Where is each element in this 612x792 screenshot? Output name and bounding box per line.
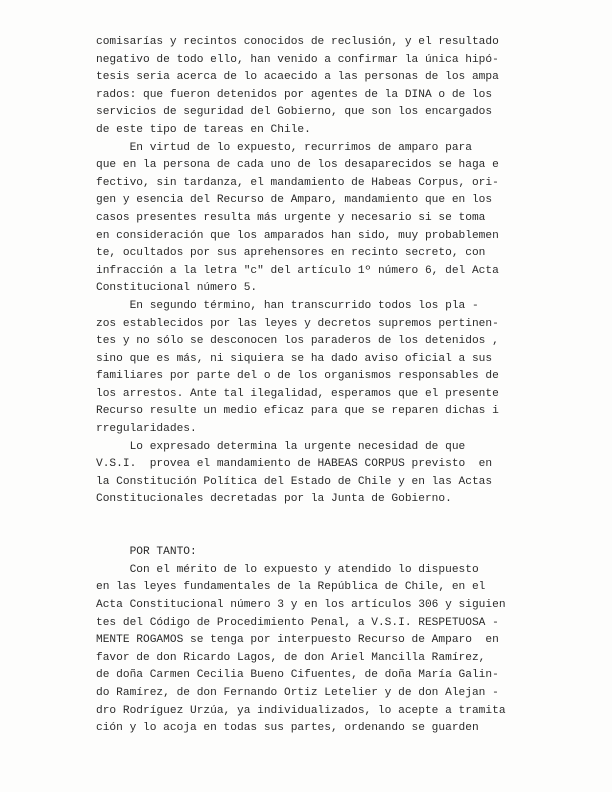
- text-line: tes y no sólo se desconocen los paraderos de los detenidos ,: [96, 335, 499, 348]
- text-line: comisarías y recintos conocidos de reclusión, y el resultado: [96, 36, 499, 48]
- text-line: en consideración que los amparados han sido, muy probablemen: [96, 229, 499, 242]
- paragraph-1: [96, 34, 536, 140]
- section-heading: POR TANTO:: [96, 546, 197, 559]
- paragraph-2: [96, 140, 536, 298]
- text-line: familiares por parte del o de los organismos responsables de: [96, 370, 499, 383]
- text-line: dro Rodríguez Urzúa, ya individualizados, lo acepte a tramita: [96, 704, 506, 717]
- text-line: rregularidades.: [96, 423, 197, 436]
- text-line: sino que es más, ni siquiera se ha dado aviso oficial a sus: [96, 352, 493, 365]
- text-line: tesis seria acerca de lo acaecido a las personas de los ampa: [96, 71, 499, 84]
- text-line: la Constitución Política del Estado de Chile y en las Actas: [96, 475, 493, 488]
- text-line: negativo de todo ello, han venido a confirmar la única hipó-: [96, 53, 499, 66]
- text-line: Constitucionales decretadas por la Junta de Gobierno.: [96, 493, 452, 506]
- text-line: Recurso resulte un medio eficaz para que se reparen dichas i: [96, 405, 499, 418]
- text-line: En virtud de lo expuesto, recurrimos de amparo para: [96, 141, 472, 154]
- text-line: casos presentes resulta más urgente y necesario si se toma: [96, 211, 486, 224]
- text-line: rados: que fueron detenidos por agentes de la DINA o de los: [96, 88, 493, 101]
- paragraph-5: [96, 562, 536, 738]
- text-line: los arrestos. Ante tal ilegalidad, esperamos que el presente: [96, 387, 499, 400]
- text-line: servicios de seguridad del Gobierno, que son los encargados: [96, 106, 493, 119]
- text-line: En segundo término, han transcurrido todos los pla -: [96, 299, 479, 312]
- text-line: zos establecidos por las leyes y decretos supremos pertinen-: [96, 317, 499, 330]
- text-line: te, ocultados por sus aprehensores en recinto secreto, con: [96, 247, 486, 260]
- blank-line: [96, 527, 536, 545]
- text-line: Lo expresado determina la urgente necesidad de que: [96, 440, 466, 453]
- text-line: V.S.I. provea el mandamiento de HABEAS CORPUS previsto en: [96, 458, 493, 471]
- paragraph-4: [96, 439, 536, 509]
- text-line: Con el mérito de lo expuesto y atendido lo dispuesto: [96, 563, 479, 576]
- text-line: fectivo, sin tardanza, el mandamiento de Habeas Corpus, ori-: [96, 176, 499, 189]
- text-line: do Ramírez, de don Fernando Ortiz Letelier y de don Alejan -: [96, 686, 499, 699]
- text-line: de este tipo de tareas en Chile.: [96, 123, 311, 136]
- text-line: ción y lo acoja en todas sus partes, ordenando se guarden: [96, 722, 479, 735]
- text-line: tes del Código de Procedimiento Penal, a V.S.I. RESPETUOSA -: [96, 616, 499, 629]
- text-line: infracción a la letra "c" del artículo 1º número 6, del Acta: [96, 264, 499, 277]
- paragraph-3: [96, 298, 536, 439]
- text-line: gen y esencia del Recurso de Amparo, mandamiento que en los: [96, 194, 493, 207]
- text-line: en las leyes fundamentales de la República de Chile, en el: [96, 581, 486, 594]
- text-line: favor de don Ricardo Lagos, de don Ariel Mancilla Ramírez,: [96, 651, 486, 664]
- text-line: Acta Constitucional número 3 y en los artículos 306 y siguien: [96, 599, 506, 611]
- text-line: MENTE ROGAMOS se tenga por interpuesto Recurso de Amparo en: [96, 634, 499, 647]
- text-line: de doña Carmen Cecilia Bueno Cifuentes, de doña María Galin-: [96, 669, 499, 682]
- blank-line: [96, 509, 536, 527]
- document-body: [96, 34, 536, 738]
- text-line: Constitucional número 5.: [96, 282, 258, 295]
- text-line: que en la persona de cada uno de los desaparecidos se haga e: [96, 159, 499, 172]
